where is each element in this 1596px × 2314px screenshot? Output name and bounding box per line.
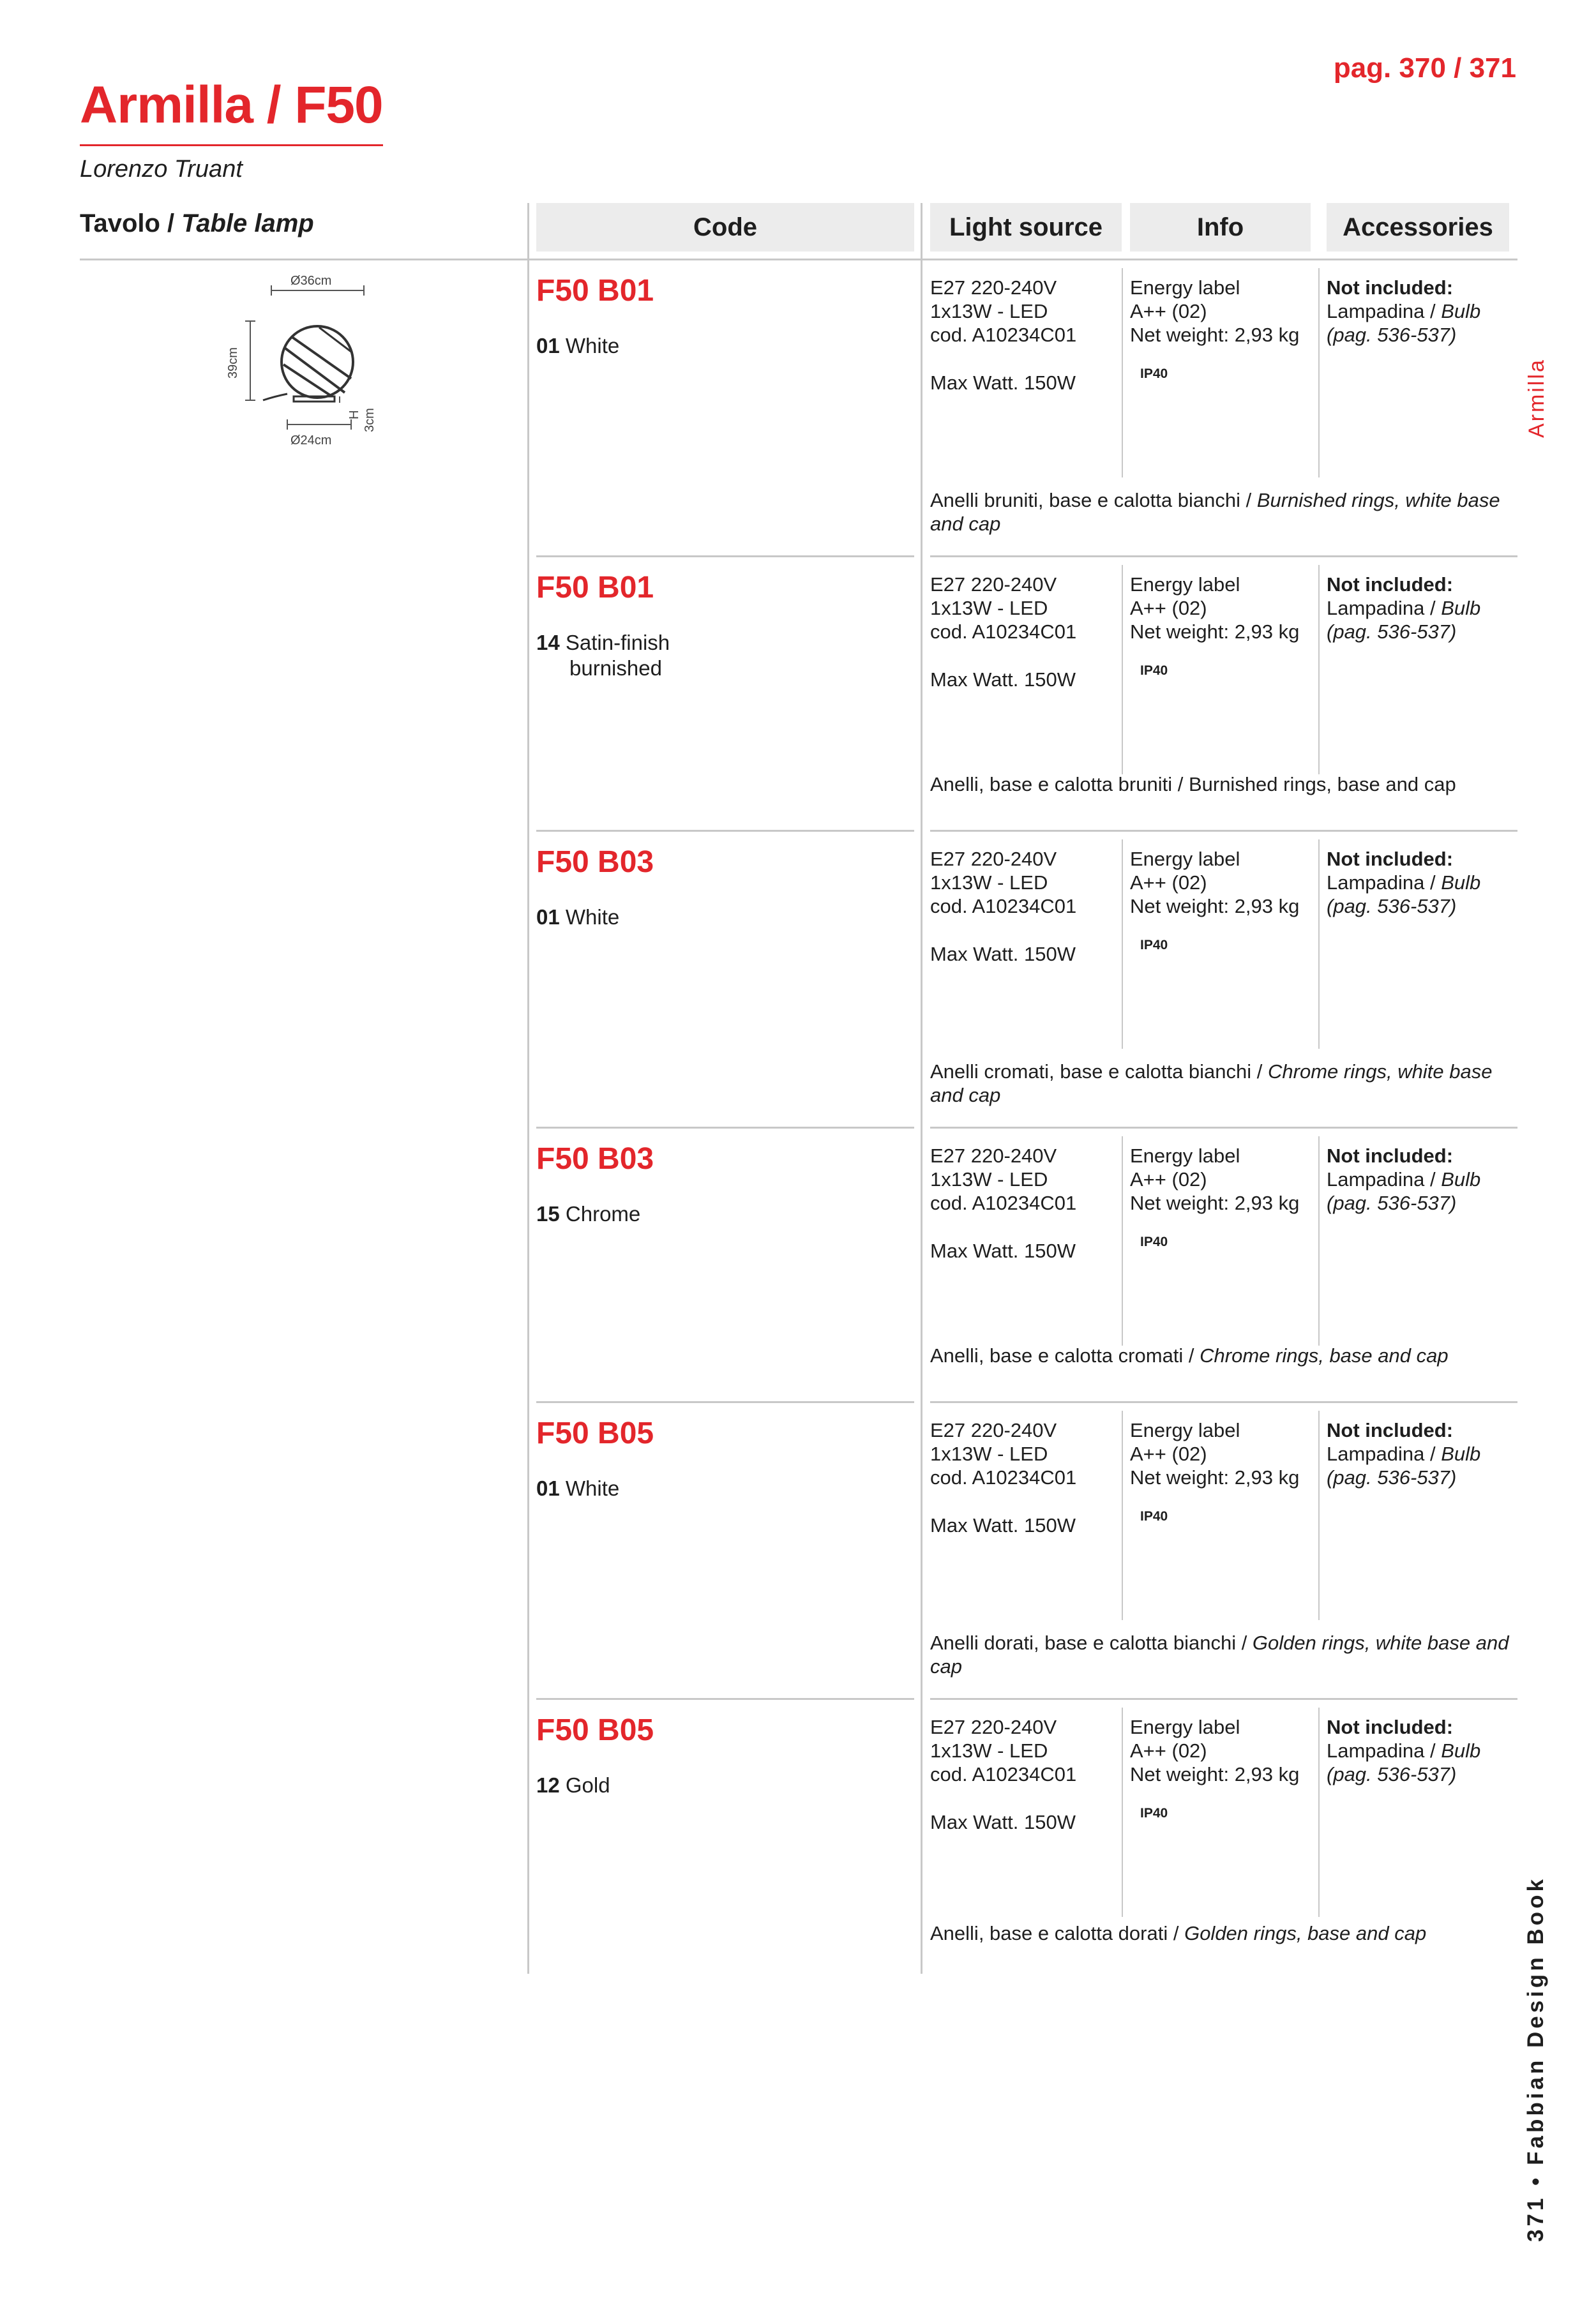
accessories-item: Lampadina /: [1327, 1168, 1442, 1191]
accessories-cell: [1327, 573, 1480, 643]
light-source-line: 1x13W - LED: [930, 300, 1048, 322]
ip-rating: IP40: [1140, 1509, 1168, 1524]
light-source-line: 1x13W - LED: [930, 1168, 1048, 1191]
description-italian: Anelli, base e calotta bruniti / Burnished rings, base and cap: [930, 773, 1456, 795]
spacer: [930, 918, 1076, 942]
designer-name: Lorenzo Truant: [80, 156, 243, 183]
category-label: [80, 209, 314, 238]
page-title: Armilla / F50: [80, 79, 383, 146]
accessories-item-english: Bulb: [1441, 1443, 1481, 1465]
accessories-item-english: Bulb: [1441, 597, 1481, 619]
description-english: Golden rings, base and cap: [1184, 1922, 1427, 1944]
product-code: F50 B05: [536, 1416, 654, 1450]
finish-description: [930, 488, 1524, 536]
description-italian: Anelli cromati, base e calotta bianchi /: [930, 1060, 1268, 1083]
finish-name: Gold: [565, 1773, 610, 1797]
row-separator: [536, 555, 914, 557]
finish-name: Chrome: [565, 1202, 641, 1226]
description-italian: Anelli dorati, base e calotta bianchi /: [930, 1632, 1253, 1654]
row-separator: [930, 1401, 1517, 1403]
spacer: [930, 347, 1076, 371]
light-source-cell: [930, 1715, 1076, 1834]
row-separator: [536, 1127, 914, 1129]
dimension-base-diameter: Ø24cm: [290, 433, 332, 447]
finish-number: 01: [536, 1476, 560, 1500]
product-code: F50 B03: [536, 1142, 654, 1176]
info-line: A++ (02): [1130, 300, 1207, 322]
description-italian: Anelli, base e calotta cromati /: [930, 1344, 1200, 1367]
info-line: Energy label: [1130, 573, 1240, 596]
light-source-line: Max Watt. 150W: [930, 1811, 1076, 1833]
accessories-item-english: Bulb: [1441, 871, 1481, 894]
accessories-item-english: Bulb: [1441, 1168, 1481, 1191]
info-cell: [1130, 276, 1299, 386]
light-source-line: Max Watt. 150W: [930, 1240, 1076, 1262]
finish-description: [930, 1344, 1524, 1367]
accessories-cell: [1327, 276, 1480, 347]
accessories-page-ref: (pag. 536-537): [1327, 1466, 1457, 1489]
dimension-base-height-symbol: H: [347, 410, 361, 419]
light-source-line: cod. A10234C01: [930, 1466, 1077, 1489]
accessories-item-english: Bulb: [1441, 1739, 1481, 1762]
dimension-base-height: 3cm: [363, 408, 377, 432]
row-separator: [930, 555, 1517, 557]
light-source-line: 1x13W - LED: [930, 1443, 1048, 1465]
finish-number: 14: [536, 631, 560, 654]
description-english: Golden rings, white base and cap: [930, 1632, 1509, 1678]
light-source-line: E27 220-240V: [930, 276, 1057, 299]
accessories-page-ref: (pag. 536-537): [1327, 895, 1457, 917]
product-code: F50 B05: [536, 1713, 654, 1747]
page-reference: pag. 370 / 371: [1333, 52, 1516, 84]
cell-divider: [1122, 1136, 1123, 1346]
column-header-light-source: Light source: [930, 203, 1122, 252]
row-separator: [536, 1698, 914, 1700]
description-english: Burnished rings, white base and cap: [930, 489, 1500, 535]
info-line: Energy label: [1130, 848, 1240, 870]
cell-divider: [1122, 268, 1123, 477]
finish-name-continued: burnished: [569, 656, 662, 680]
accessories-item: Lampadina /: [1327, 300, 1442, 322]
cell-divider: [1318, 1411, 1320, 1620]
info-line: A++ (02): [1130, 1168, 1207, 1191]
category-italian: Tavolo /: [80, 209, 182, 237]
info-line: Energy label: [1130, 1716, 1240, 1738]
light-source-line: Max Watt. 150W: [930, 668, 1076, 691]
side-book-label: 371 • Fabbian Design Book: [1523, 1876, 1548, 2242]
accessories-cell: [1327, 847, 1480, 918]
accessories-cell: [1327, 1418, 1480, 1489]
accessories-item: Lampadina /: [1327, 871, 1442, 894]
info-line: A++ (02): [1130, 597, 1207, 619]
row-separator: [536, 830, 914, 832]
header-rule: [80, 259, 1517, 260]
lamp-drawing-icon: [223, 271, 415, 456]
ip-rating: IP40: [1140, 366, 1168, 381]
cell-divider: [1318, 565, 1320, 774]
description-italian: Anelli bruniti, base e calotta bianchi /: [930, 489, 1257, 511]
finish-number: 01: [536, 905, 560, 929]
info-line: Energy label: [1130, 1419, 1240, 1441]
spacer: [930, 643, 1076, 668]
accessories-item: Lampadina /: [1327, 597, 1442, 619]
spacer: [930, 1489, 1076, 1514]
light-source-line: Max Watt. 150W: [930, 372, 1076, 394]
finish-name: White: [565, 334, 620, 357]
column-header-code: Code: [536, 203, 914, 252]
dimension-height: 39cm: [226, 347, 240, 379]
finish-label: [536, 630, 670, 681]
column-header-info: Info: [1130, 203, 1311, 252]
info-cell: [1130, 1144, 1299, 1254]
product-code: F50 B01: [536, 274, 654, 308]
info-line: Net weight: 2,93 kg: [1130, 1192, 1300, 1214]
cell-divider: [1122, 839, 1123, 1049]
accessories-page-ref: (pag. 536-537): [1327, 324, 1457, 346]
finish-name: White: [565, 1476, 620, 1500]
accessories-title: Not included:: [1327, 1716, 1454, 1738]
info-cell: [1130, 1715, 1299, 1825]
cell-divider: [1122, 1411, 1123, 1620]
accessories-item: Lampadina /: [1327, 1739, 1442, 1762]
product-code: F50 B03: [536, 845, 654, 879]
light-source-line: cod. A10234C01: [930, 324, 1077, 346]
lamp-technical-drawing: [223, 271, 415, 456]
info-line: Net weight: 2,93 kg: [1130, 324, 1300, 346]
light-source-line: E27 220-240V: [930, 1419, 1057, 1441]
row-separator: [536, 1401, 914, 1403]
ip-rating: IP40: [1140, 1806, 1168, 1821]
accessories-page-ref: (pag. 536-537): [1327, 620, 1457, 643]
info-cell: [1130, 847, 1299, 957]
finish-label: [536, 333, 619, 359]
light-source-cell: [930, 573, 1076, 691]
accessories-page-ref: (pag. 536-537): [1327, 1763, 1457, 1785]
light-source-cell: [930, 1418, 1076, 1537]
accessories-cell: [1327, 1144, 1480, 1215]
row-separator: [930, 830, 1517, 832]
light-source-line: E27 220-240V: [930, 848, 1057, 870]
description-english: Chrome rings, base and cap: [1200, 1344, 1449, 1367]
light-source-line: 1x13W - LED: [930, 871, 1048, 894]
light-source-line: 1x13W - LED: [930, 1739, 1048, 1762]
light-source-line: Max Watt. 150W: [930, 1514, 1076, 1536]
light-source-cell: [930, 847, 1076, 966]
accessories-title: Not included:: [1327, 276, 1454, 299]
cell-divider: [1122, 1708, 1123, 1917]
ip-rating: IP40: [1140, 1235, 1168, 1249]
row-separator: [930, 1127, 1517, 1129]
light-source-line: Max Watt. 150W: [930, 943, 1076, 965]
finish-description: [930, 1921, 1524, 1945]
cell-divider: [1318, 1708, 1320, 1917]
light-source-line: E27 220-240V: [930, 573, 1057, 596]
accessories-item-english: Bulb: [1441, 300, 1481, 322]
accessories-title: Not included:: [1327, 1419, 1454, 1441]
info-line: A++ (02): [1130, 871, 1207, 894]
info-cell: [1130, 573, 1299, 682]
finish-name: Satin-finish: [565, 631, 670, 654]
light-source-line: cod. A10234C01: [930, 895, 1077, 917]
finish-description: [930, 1631, 1524, 1678]
info-cell: [1130, 1418, 1299, 1528]
spacer: [930, 1215, 1076, 1239]
light-source-cell: [930, 276, 1076, 394]
description-english: Chrome rings, white base and cap: [930, 1060, 1493, 1106]
finish-name: White: [565, 905, 620, 929]
finish-label: [536, 1201, 640, 1227]
ip-rating: IP40: [1140, 938, 1168, 952]
cell-divider: [1318, 1136, 1320, 1346]
cell-divider: [1318, 839, 1320, 1049]
cell-divider: [1122, 565, 1123, 774]
light-source-line: cod. A10234C01: [930, 1763, 1077, 1785]
light-source-line: cod. A10234C01: [930, 1192, 1077, 1214]
column-divider: [921, 203, 922, 1974]
finish-label: [536, 1773, 610, 1798]
info-line: Net weight: 2,93 kg: [1130, 1763, 1300, 1785]
info-line: Net weight: 2,93 kg: [1130, 620, 1300, 643]
spacer: [930, 1786, 1076, 1810]
info-line: A++ (02): [1130, 1739, 1207, 1762]
finish-number: 15: [536, 1202, 560, 1226]
accessories-item: Lampadina /: [1327, 1443, 1442, 1465]
finish-number: 12: [536, 1773, 560, 1797]
column-divider: [527, 203, 529, 1974]
dimension-top-diameter: Ø36cm: [290, 274, 332, 288]
accessories-title: Not included:: [1327, 1145, 1454, 1167]
finish-description: [930, 1060, 1524, 1107]
finish-label: [536, 905, 619, 930]
cell-divider: [1318, 268, 1320, 477]
info-line: Energy label: [1130, 276, 1240, 299]
info-line: Energy label: [1130, 1145, 1240, 1167]
row-separator: [930, 1698, 1517, 1700]
finish-description: [930, 772, 1524, 796]
info-line: A++ (02): [1130, 1443, 1207, 1465]
ip-rating: IP40: [1140, 663, 1168, 678]
finish-number: 01: [536, 334, 560, 357]
info-line: Net weight: 2,93 kg: [1130, 1466, 1300, 1489]
info-line: Net weight: 2,93 kg: [1130, 895, 1300, 917]
accessories-title: Not included:: [1327, 573, 1454, 596]
light-source-line: cod. A10234C01: [930, 620, 1077, 643]
light-source-line: E27 220-240V: [930, 1716, 1057, 1738]
finish-label: [536, 1476, 619, 1501]
side-family-label: Armilla: [1524, 358, 1549, 438]
accessories-cell: [1327, 1715, 1480, 1786]
accessories-page-ref: (pag. 536-537): [1327, 1192, 1457, 1214]
product-code: F50 B01: [536, 571, 654, 605]
light-source-line: 1x13W - LED: [930, 597, 1048, 619]
description-italian: Anelli, base e calotta dorati /: [930, 1922, 1185, 1944]
light-source-line: E27 220-240V: [930, 1145, 1057, 1167]
accessories-title: Not included:: [1327, 848, 1454, 870]
column-header-accessories: Accessories: [1327, 203, 1509, 252]
category-english: Table lamp: [181, 209, 314, 237]
light-source-cell: [930, 1144, 1076, 1263]
